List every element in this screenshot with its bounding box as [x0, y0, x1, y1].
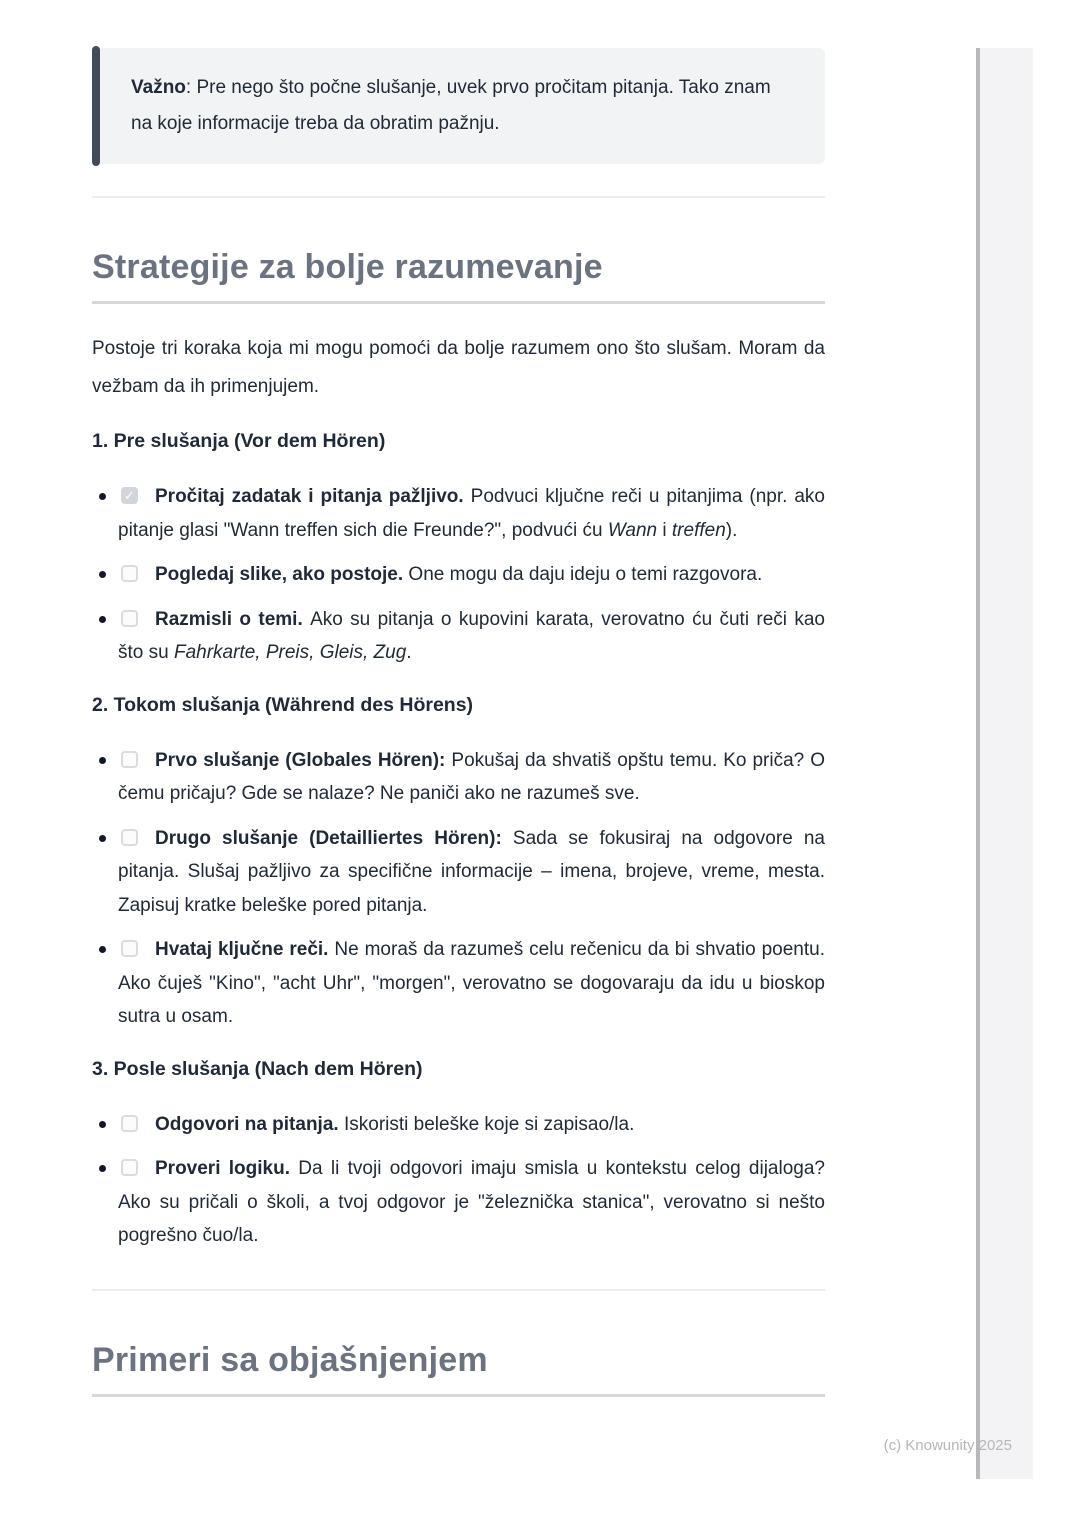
item-text: Pokušaj da shvatiš opštu temu. Ko priča? O čemu pričaju? Gde se nalaze? Ne paniči ako ne razumeš sve.: [118, 749, 825, 804]
checkbox-unchecked-icon[interactable]: [121, 829, 138, 846]
item-keyphrase: Razmisli o temi.: [155, 608, 311, 630]
item-keyphrase: Drugo slušanje (Detailliertes Hören):: [155, 827, 513, 849]
group-heading-2: 2. Tokom slušanja (Während des Hörens): [92, 693, 474, 716]
item-keyphrase: Pročitaj zadatak i pitanja pažljivo.: [155, 486, 471, 507]
section-title-strategies: Strategije za bolje razumevanje: [92, 245, 825, 304]
check-list-item: [118, 558, 825, 592]
important-callout: [92, 48, 825, 164]
callout-body: : Pre nego što počne slušanje, uvek prvo pročitam pitanja. Tako znam na koje informacije treba da obratim pažnju.: [131, 77, 771, 134]
callout-text: [131, 70, 783, 142]
checkbox-unchecked-icon[interactable]: [121, 1159, 138, 1176]
callout-label: Važno: [131, 77, 186, 98]
item-foreign-term: Wann: [607, 519, 658, 541]
item-keyphrase: Pogledaj slike, ako postoje.: [155, 564, 409, 585]
check-list: [92, 1108, 825, 1253]
item-text: Podvuci ključne reči u pitanjima (npr. ako pitanje glasi "Wann treffen sich die Freunde?", podvući ću: [118, 486, 825, 541]
checkbox-unchecked-icon[interactable]: [121, 610, 138, 627]
group-heading-3: 3. Posle slušanja (Nach dem Hören): [92, 1057, 423, 1080]
check-list: [92, 744, 825, 1034]
checkbox-unchecked-icon[interactable]: [121, 940, 138, 957]
item-text: Sada se fokusiraj na odgovore na pitanja. Slušaj pažljivo za specifične informacije – imena, brojeve, vreme, mesta. Zapisuj kratke beleške pored pitanja.: [118, 827, 825, 916]
item-text: Ne moraš da razumeš celu rečenicu da bi shvatio poentu. Ako čuješ "Kino", "acht Uhr", "morgen", verovatno se dogovaraju da idu u bioskop sutra u osam.: [118, 939, 825, 1027]
strategy-groups: [92, 428, 825, 1253]
section-divider: [92, 196, 825, 198]
check-list-item: [118, 933, 825, 1034]
check-list: [92, 480, 825, 670]
section-title-examples: Primeri sa objašnjenjem: [92, 1338, 825, 1397]
checkbox-checked-icon[interactable]: [121, 487, 138, 504]
callout-accent-bar: [92, 46, 100, 166]
item-text: One mogu da daju ideju o temi razgovora.: [408, 564, 763, 585]
group-heading-1: 1. Pre slušanja (Vor dem Hören): [92, 430, 386, 452]
check-list-item: [118, 1108, 825, 1142]
item-text: Iskoristi beleške koje si zapisao/la.: [343, 1113, 635, 1135]
page-edge-strip: [976, 48, 1033, 1479]
checkbox-unchecked-icon[interactable]: [121, 565, 138, 582]
item-foreign-term: treffen: [671, 519, 726, 541]
item-text: .: [406, 642, 412, 663]
check-list-item: [118, 1152, 825, 1253]
item-keyphrase: Hvataj ključne reči.: [155, 939, 335, 960]
section-divider: [92, 1289, 825, 1291]
item-foreign-term: Fahrkarte, Preis, Gleis, Zug: [173, 642, 407, 663]
item-text: Da li tvoji odgovori imaju smisla u kontekstu celog dijaloga? Ako su pričali o školi, a tvoj odgovor je "železnička stanica", verovatno si nešto pogrešno čuo/la.: [118, 1158, 825, 1246]
check-list-item: [118, 480, 825, 547]
copyright-note: (c) Knowunity 2025: [883, 1437, 1012, 1454]
page-content: [92, 48, 825, 1397]
check-list-item: [118, 603, 825, 670]
item-text: Ako su pitanja o kupovini karata, verovatno ću čuti reči kao što su: [118, 608, 825, 663]
item-text: i: [657, 519, 672, 541]
check-list-item: [118, 822, 825, 923]
item-text: ).: [725, 519, 738, 541]
checkbox-unchecked-icon[interactable]: [121, 1115, 138, 1132]
item-keyphrase: Odgovori na pitanja.: [155, 1113, 344, 1135]
intro-paragraph: Postoje tri koraka koja mi mogu pomoći da bolje razumem ono što slušam. Moram da vežbam da ih primenjujem.: [92, 338, 825, 397]
item-keyphrase: Proveri logiku.: [155, 1158, 299, 1179]
check-list-item: [118, 744, 825, 811]
item-keyphrase: Prvo slušanje (Globales Hören):: [155, 749, 452, 771]
checkbox-unchecked-icon[interactable]: [121, 751, 138, 768]
